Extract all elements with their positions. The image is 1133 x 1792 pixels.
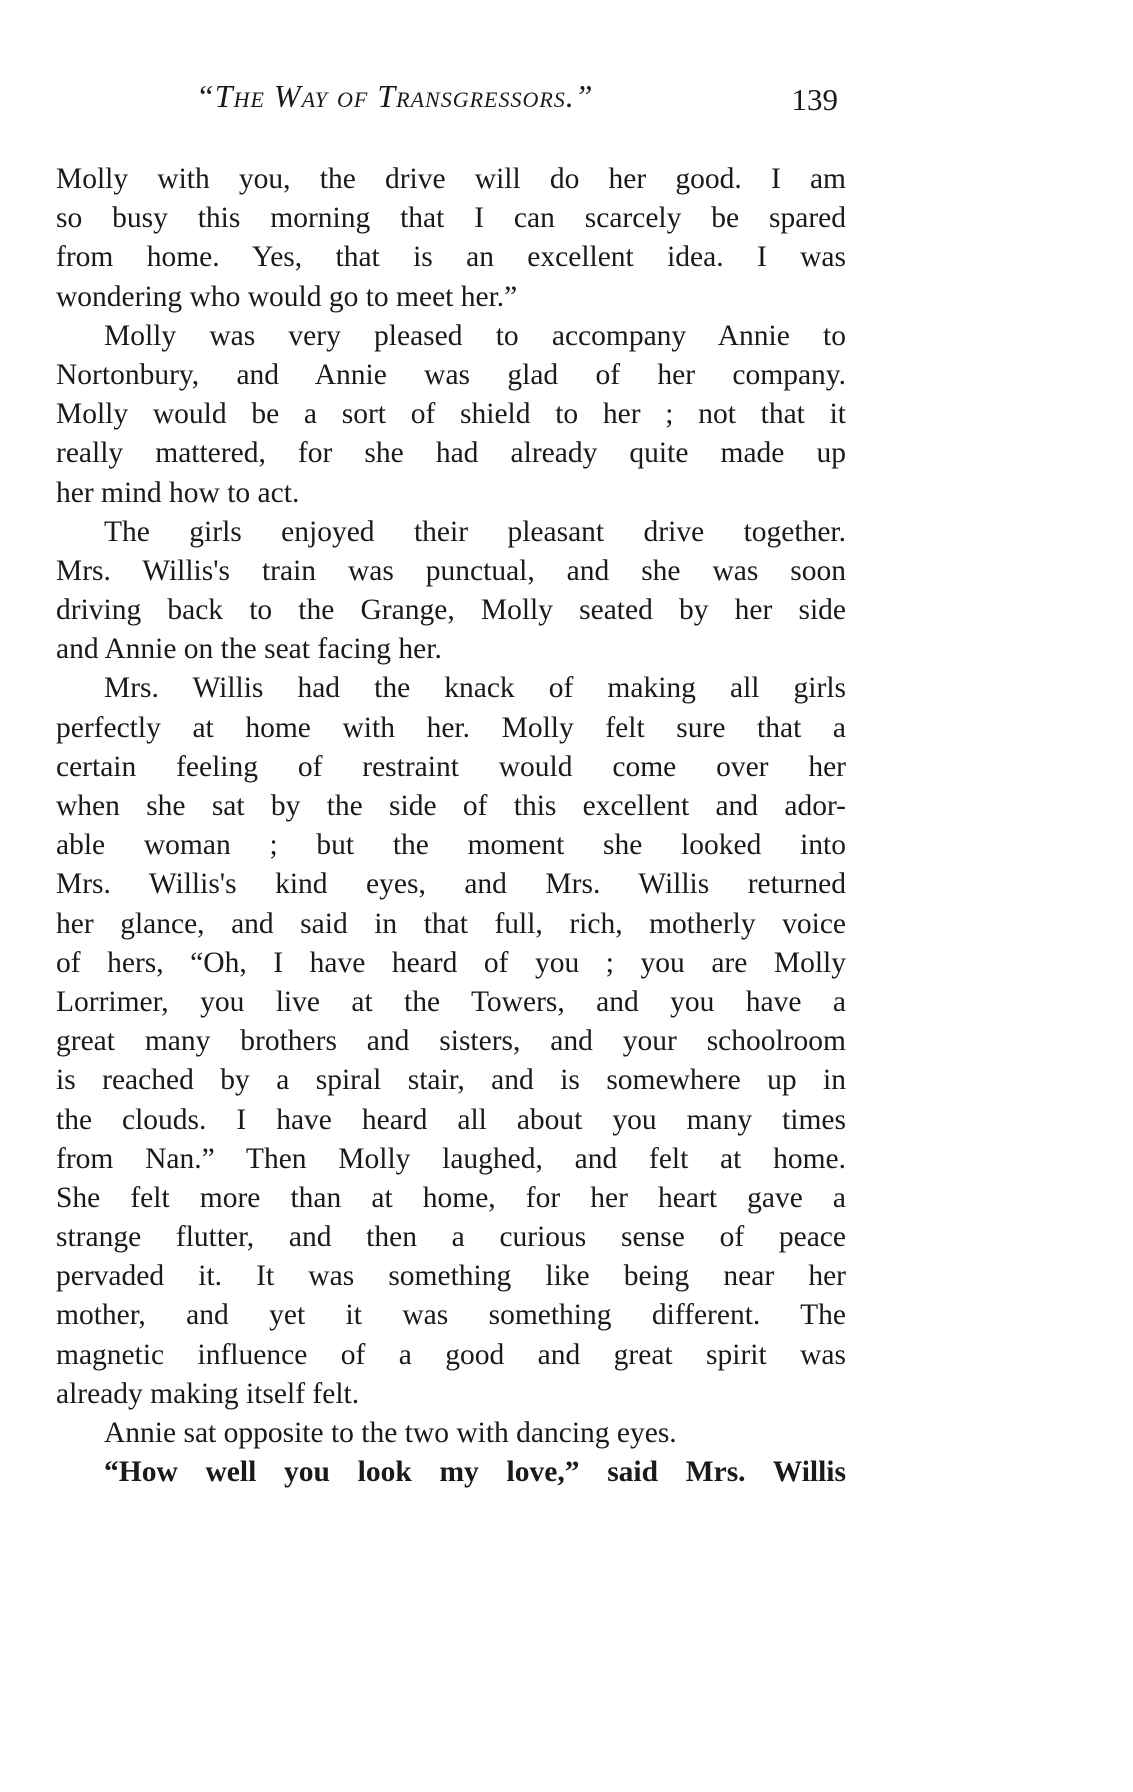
text-line: when she sat by the side of this excellent and ador- (56, 790, 846, 822)
text-line: certain feeling of restraint would come over her (56, 750, 846, 783)
text-line: Molly was very pleased to accompany Annie to (104, 319, 846, 352)
text-line: and Annie on the seat facing her. (56, 633, 442, 666)
text-line: Nortonbury, and Annie was glad of her company. (56, 358, 846, 391)
text-line: so busy this morning that I can scarcely be spared (56, 202, 846, 235)
text-line: “How well you look my love,” said Mrs. Willis (104, 1456, 846, 1489)
running-head-title: “The Way of Transgressors.” (196, 78, 594, 114)
text-line: from home. Yes, that is an excellent idea. I was (56, 241, 846, 274)
text-line: mother, and yet it was something different. The (56, 1299, 846, 1332)
text-line: already making itself felt. (56, 1377, 360, 1410)
running-head (56, 78, 846, 128)
text-line: Annie sat opposite to the two with dancing eyes. (104, 1417, 677, 1449)
body-text (56, 160, 846, 1492)
text-line: the clouds. I have heard all about you many times (56, 1103, 846, 1136)
text-line: her glance, and said in that full, rich, motherly voice (56, 907, 846, 940)
text-line: Lorrimer, you live at the Towers, and you have a (56, 985, 846, 1018)
text-line: of hers, “Oh, I have heard of you ; you are Molly (56, 946, 846, 979)
text-line: perfectly at home with her. Molly felt sure that a (56, 711, 846, 744)
text-line: magnetic influence of a good and great spirit was (56, 1338, 846, 1371)
text-line: Molly would be a sort of shield to her ; not that it (56, 398, 846, 431)
text-line: able woman ; but the moment she looked into (56, 829, 846, 862)
text-line: strange flutter, and then a curious sense of peace (56, 1221, 846, 1254)
text-line: pervaded it. It was something like being near her (56, 1260, 846, 1293)
text-line: her mind how to act. (56, 476, 300, 509)
text-line: Mrs. Willis's kind eyes, and Mrs. Willis returned (56, 868, 846, 901)
text-line: is reached by a spiral stair, and is somewhere up in (56, 1064, 846, 1097)
text-line: Mrs. Willis had the knack of making all girls (104, 672, 846, 705)
text-line: from Nan.” Then Molly laughed, and felt at home. (56, 1142, 846, 1175)
text-line: Mrs. Willis's train was punctual, and she was soon (56, 554, 846, 587)
text-line: The girls enjoyed their pleasant drive together. (104, 515, 846, 548)
text-line: wondering who would go to meet her.” (56, 280, 518, 313)
page-number: 139 (791, 82, 838, 117)
text-line: driving back to the Grange, Molly seated by her side (56, 594, 846, 627)
text-line: She felt more than at home, for her heart gave a (56, 1181, 846, 1214)
text-line: really mattered, for she had already quite made up (56, 437, 846, 470)
text-line: great many brothers and sisters, and your schoolroom (56, 1025, 846, 1058)
text-line: Molly with you, the drive will do her good. I am (56, 163, 846, 195)
